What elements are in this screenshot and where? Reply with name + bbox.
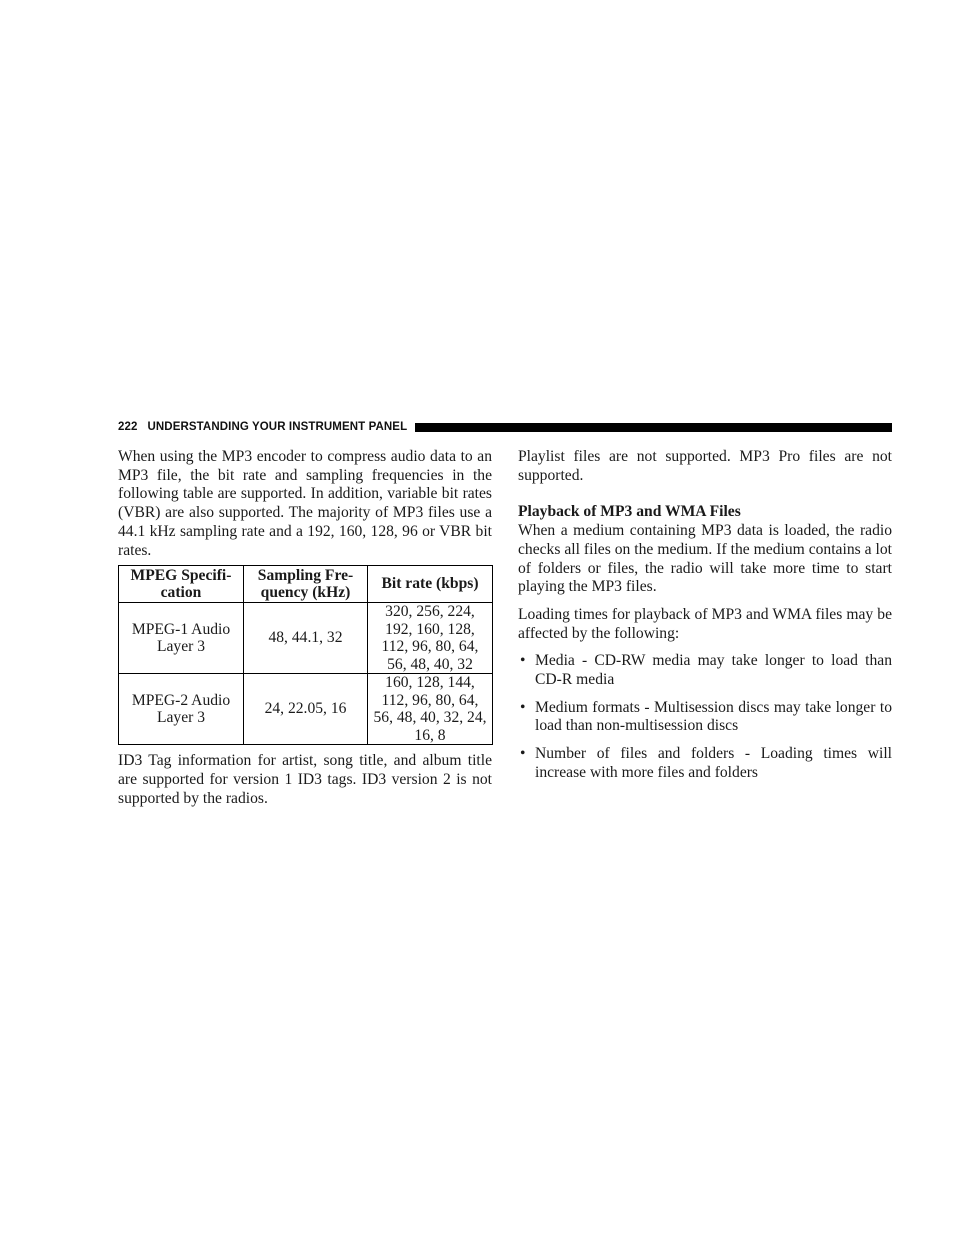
playback-heading: Playback of MP3 and WMA Files — [518, 503, 741, 521]
bullet-icon: • — [520, 652, 526, 670]
section-title: UNDERSTANDING YOUR INSTRUMENT PANEL — [147, 421, 408, 433]
playback-paragraph: When a medium containing MP3 data is loaded, the radio checks all files on the medium. If the medium contains a lot of folders or files, the radio will take more time to start playing the MP3 files. — [518, 522, 892, 596]
id3-paragraph: ID3 Tag information for artist, song title, and album title are supported for version 1 ID3 tags. ID3 version 2 is not supported by the radios. — [118, 752, 492, 807]
list-item-text: Medium formats - Multisession discs may take longer to load than non-multisession discs — [535, 698, 892, 735]
table-header-cell: MPEG Specifi- cation — [119, 566, 244, 603]
table-row — [119, 674, 493, 745]
list-item-text: Media - CD-RW media may take longer to load than CD-R media — [535, 652, 892, 689]
table-cell: MPEG-2 Audio Layer 3 — [119, 674, 244, 745]
page-number: 222 — [118, 421, 138, 433]
page-header — [118, 420, 892, 434]
right-column — [518, 448, 892, 783]
table-header-row — [119, 566, 493, 603]
bullet-icon: • — [520, 745, 526, 763]
list-item — [518, 652, 892, 689]
list-item — [518, 699, 892, 736]
table-cell: 48, 44.1, 32 — [244, 603, 368, 674]
table-cell: 24, 22.05, 16 — [244, 674, 368, 745]
table-cell: 160, 128, 144, 112, 96, 80, 64, 56, 48, 40, 32, 24, 16, 8 — [368, 674, 493, 745]
playlist-paragraph: Playlist files are not supported. MP3 Pro files are not supported. — [518, 448, 892, 484]
table-header-cell: Bit rate (kbps) — [368, 566, 493, 603]
table-cell: 320, 256, 224, 192, 160, 128, 112, 96, 80, 64, 56, 48, 40, 32 — [368, 603, 493, 674]
intro-paragraph: When using the MP3 encoder to compress audio data to an MP3 file, the bit rate and sampling frequencies in the following table are supported. In addition, variable bit rates (VBR) are also supported. The majority of MP3 files use a 44.1 kHz sampling rate and a 192, 160, 128, 96 or VBR bit rates. — [118, 448, 492, 559]
table-row — [119, 603, 493, 674]
left-column — [118, 448, 492, 808]
table-cell: MPEG-1 Audio Layer 3 — [119, 603, 244, 674]
mp3-spec-table — [118, 565, 493, 745]
list-item-text: Number of files and folders - Loading times will increase with more files and folders — [535, 745, 892, 781]
header-rule — [415, 423, 892, 432]
loading-factors-list — [518, 652, 892, 782]
loading-intro-paragraph: Loading times for playback of MP3 and WMA files may be affected by the following: — [518, 605, 892, 642]
bullet-icon: • — [520, 698, 526, 716]
table-header-cell: Sampling Fre- quency (kHz) — [244, 566, 368, 603]
list-item — [518, 745, 892, 782]
